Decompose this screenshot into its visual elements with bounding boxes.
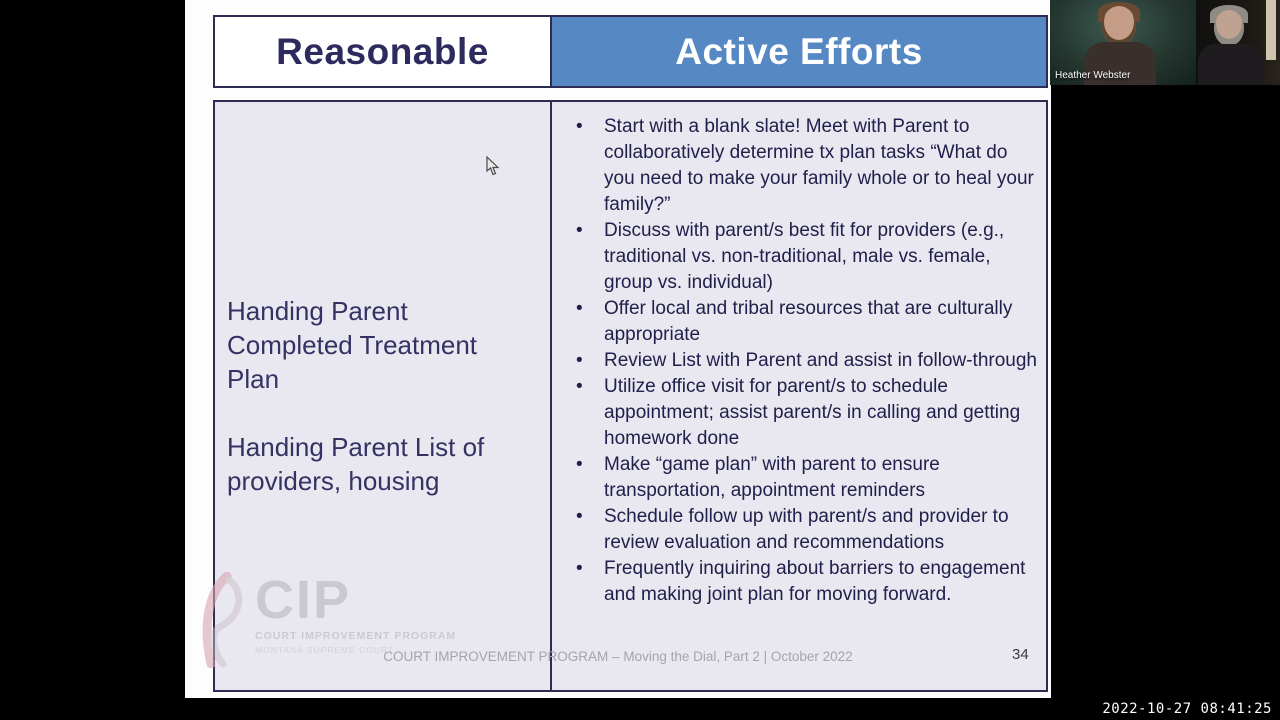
bullet-item: • Make “game plan” with parent to ensure transportation, appointment reminders (552, 452, 1038, 504)
reasonable-item-1: Handing Parent Completed Treatment Plan (227, 296, 478, 394)
mouse-cursor-icon (486, 156, 500, 176)
bullet-item: • Schedule follow up with parent/s and provider to review evaluation and recommendations (552, 504, 1038, 556)
participant-silhouette (1198, 44, 1264, 85)
participant-name-label: Heather Webster (1055, 70, 1131, 81)
webcam-tile-right (1196, 0, 1280, 85)
active-efforts-column (552, 102, 1046, 690)
bullet-item: • Offer local and tribal resources that are culturally appropriate (552, 296, 1038, 348)
bullet-item: • Utilize office visit for parent/s to schedule appointment; assist parent/s in calling and getting homework done (552, 374, 1038, 452)
participant-silhouette (1214, 10, 1244, 46)
slide-footer-text: COURT IMPROVEMENT PROGRAM – Moving the Dial, Part 2 | October 2022 (383, 649, 853, 664)
participant-silhouette (1102, 6, 1136, 46)
header-cell-active-efforts: Active Efforts (552, 17, 1046, 86)
background-window (1266, 0, 1276, 60)
presentation-slide (185, 0, 1051, 698)
cip-acronym: CIP (255, 570, 352, 630)
cip-program-name: COURT IMPROVEMENT PROGRAM (255, 630, 457, 642)
bullet-item: • Discuss with parent/s best fit for providers (e.g., traditional vs. non-traditional, male vs. female, group vs. individual) (552, 218, 1038, 296)
table-header-row (213, 15, 1048, 88)
bullet-item: • Start with a blank slate! Meet with Parent to collaboratively determine tx plan tasks “What do you need to make your family whole or to heal your family?” (552, 114, 1038, 218)
cip-logo-text (255, 572, 456, 655)
recording-timestamp: 2022-10-27 08:41:25 (1102, 701, 1272, 717)
webcam-tile-left (1050, 0, 1196, 85)
bullet-item: • Review List with Parent and assist in follow-through (552, 348, 1038, 374)
header-cell-reasonable: Reasonable (215, 17, 552, 86)
slide-page-number: 34 (1012, 646, 1029, 663)
active-efforts-list (552, 114, 1038, 608)
reasonable-item-2: Handing Parent List of providers, housing (227, 432, 485, 496)
cip-court-name: MONTANA SUPREME COURT (255, 645, 395, 655)
webcam-thumbnail (1050, 0, 1280, 85)
bullet-item: • Frequently inquiring about barriers to engagement and making joint plan for moving forward. (552, 556, 1038, 608)
